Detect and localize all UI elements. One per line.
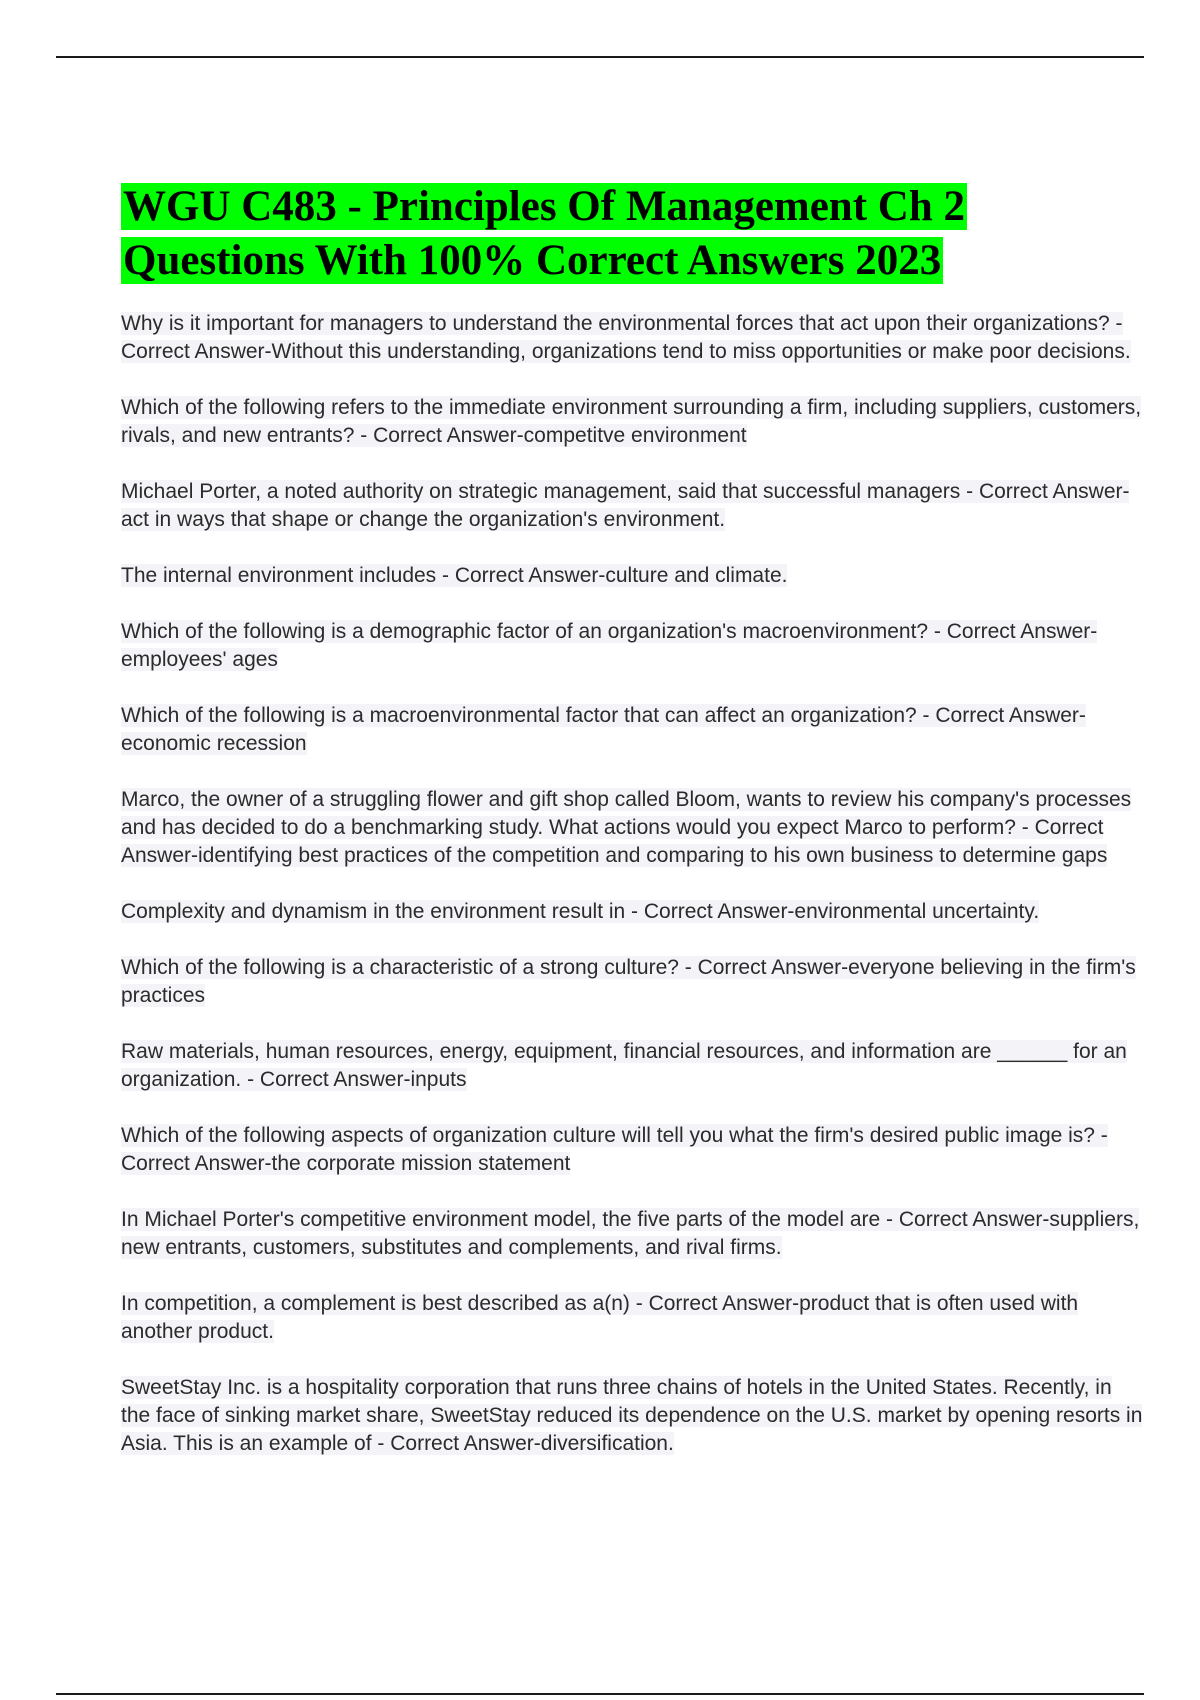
document-body: [121, 180, 1146, 1486]
qa-item: [121, 898, 1146, 926]
qa-item: [121, 1122, 1146, 1178]
qa-text: Michael Porter, a noted authority on strategic management, said that successful managers - Correct Answer-act in ways that shape or change the organization's environment.: [121, 480, 1130, 531]
title-highlight: WGU C483 - Principles Of Management Ch 2 Questions With 100% Correct Answers 2023: [123, 183, 966, 284]
qa-text: Which of the following refers to the immediate environment surrounding a firm, including suppliers, customers, rivals, and new entrants? - Correct Answer-competitve environment: [121, 396, 1142, 447]
qa-item: [121, 786, 1146, 870]
bottom-rule: [56, 1693, 1144, 1695]
qa-text: Which of the following is a macroenvironmental factor that can affect an organization? - Correct Answer-economic recession: [121, 704, 1086, 755]
qa-item: [121, 478, 1146, 534]
qa-text: Marco, the owner of a struggling flower and gift shop called Bloom, wants to review his company's processes and has decided to do a benchmarking study. What actions would you expect Marco to perform? - Correct Answer-identifying best practices of the competition and comparing to his own business to determine gaps: [121, 788, 1132, 867]
qa-item: [121, 562, 1146, 590]
qa-text: Complexity and dynamism in the environment result in - Correct Answer-environmental uncertainty.: [121, 900, 1040, 923]
qa-item: [121, 1290, 1146, 1346]
qa-text: Raw materials, human resources, energy, equipment, financial resources, and information are ______ for an organization. - Correct Answer-inputs: [121, 1040, 1127, 1091]
qa-list: [121, 310, 1146, 1458]
document-title: [121, 180, 1146, 288]
qa-text: In competition, a complement is best described as a(n) - Correct Answer-product that is often used with another product.: [121, 1292, 1079, 1343]
qa-item: [121, 618, 1146, 674]
qa-item: [121, 1206, 1146, 1262]
qa-text: Which of the following is a characteristic of a strong culture? - Correct Answer-everyone believing in the firm's practices: [121, 956, 1136, 1007]
qa-text: Which of the following is a demographic factor of an organization's macroenvironment? - Correct Answer-employees' ages: [121, 620, 1098, 671]
qa-text: Why is it important for managers to understand the environmental forces that act upon their organizations? - Correct Answer-Without this understanding, organizations tend to miss opportunities or make poor decisions.: [121, 312, 1131, 363]
top-rule: [56, 56, 1144, 58]
qa-item: [121, 310, 1146, 366]
qa-item: [121, 394, 1146, 450]
qa-item: [121, 954, 1146, 1010]
qa-text: The internal environment includes - Correct Answer-culture and climate.: [121, 564, 788, 587]
qa-text: Which of the following aspects of organization culture will tell you what the firm's desired public image is? - Correct Answer-the corporate mission statement: [121, 1124, 1108, 1175]
qa-text: In Michael Porter's competitive environment model, the five parts of the model are - Correct Answer-suppliers, new entrants, customers, substitutes and complements, and rival firms.: [121, 1208, 1140, 1259]
qa-item: [121, 1374, 1146, 1458]
qa-item: [121, 702, 1146, 758]
qa-item: [121, 1038, 1146, 1094]
qa-text: SweetStay Inc. is a hospitality corporation that runs three chains of hotels in the United States. Recently, in the face of sinking market share, SweetStay reduced its dependence on the U.S. market by opening resorts in Asia. This is an example of - Correct Answer-diversification.: [121, 1376, 1143, 1455]
